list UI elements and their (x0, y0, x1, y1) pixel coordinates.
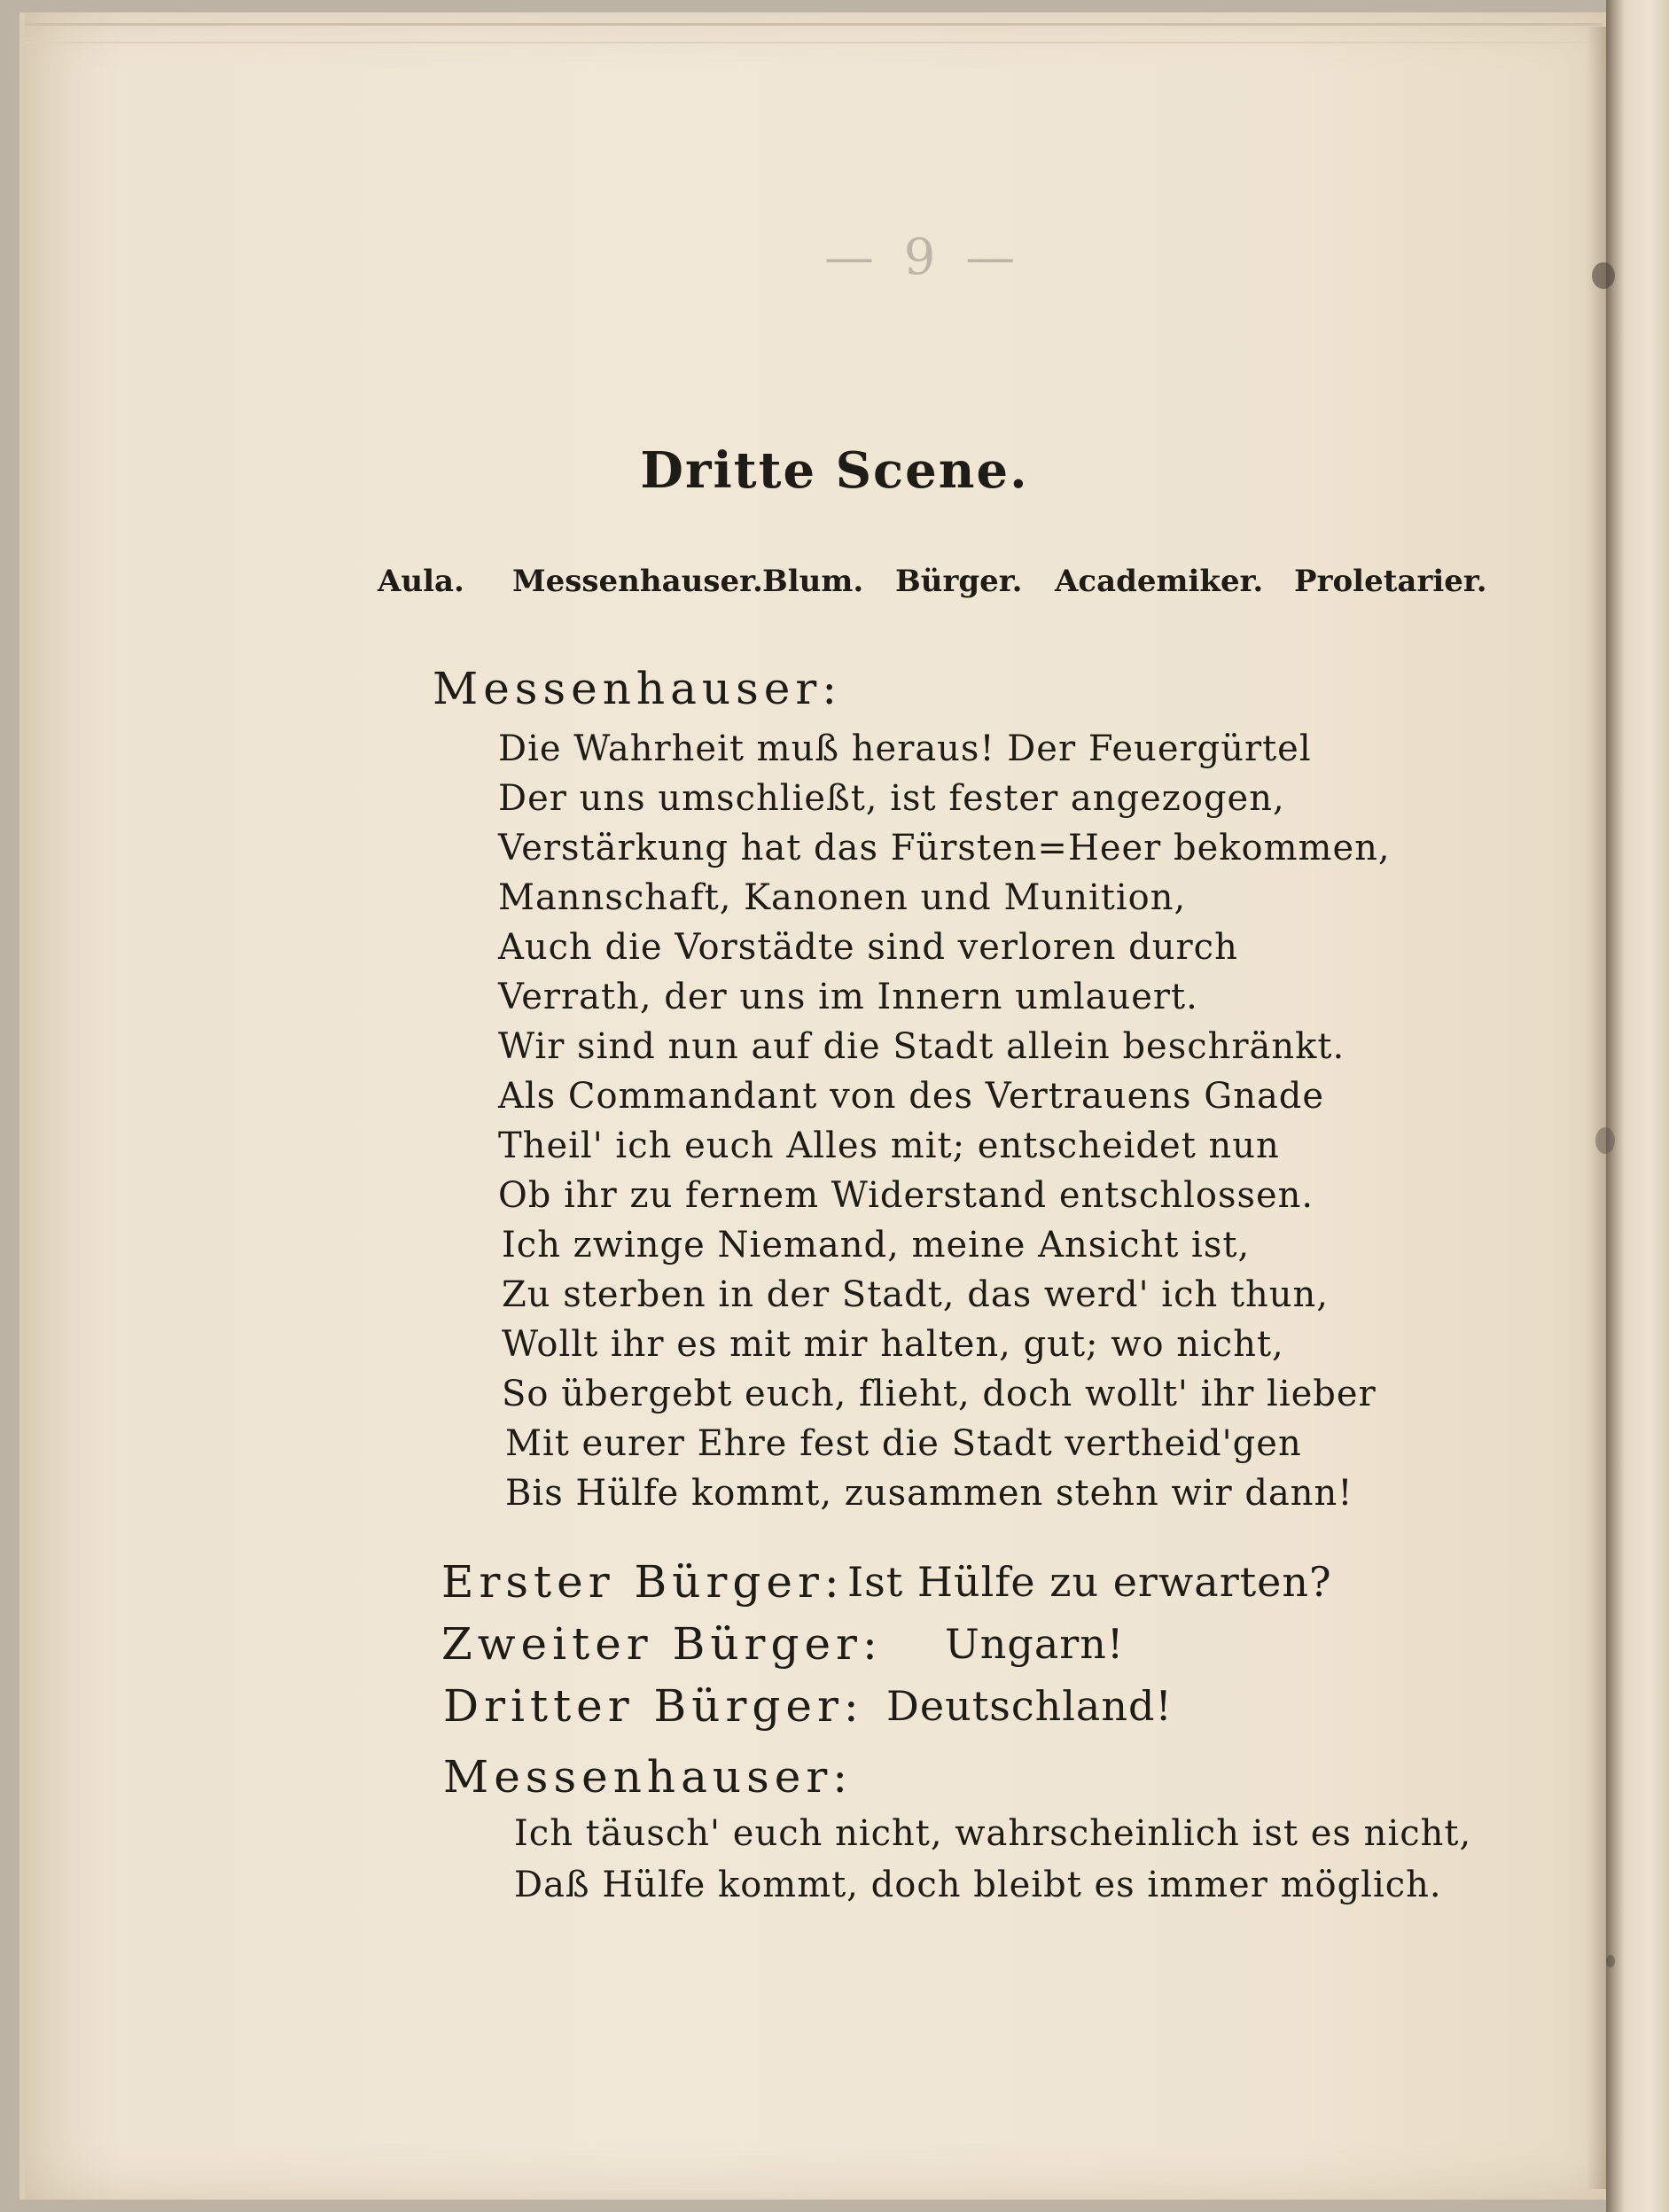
ink-stain (1592, 262, 1615, 289)
verse-line: Als Commandant von des Vertrauens Gnade (498, 1076, 1325, 1117)
verse-line: So übergebt euch, flieht, doch wollt' ihr lieber (502, 1374, 1377, 1414)
verse-line: Verrath, der uns im Innern umlauert. (498, 977, 1198, 1017)
dialog-text: Ungarn! (945, 1620, 1125, 1668)
cast-item: Bürger. (895, 564, 1023, 599)
cast-item: Messenhauser. (512, 564, 763, 599)
verse-line: Auch die Vorstädte sind verloren durch (498, 927, 1238, 968)
cast-item: Academiker. (1055, 564, 1264, 599)
verse-line: Daß Hülfe kommt, doch bleibt es immer möglich. (514, 1865, 1442, 1905)
cast-item: Proletarier. (1294, 564, 1487, 599)
speaker-name: Dritter Bürger: (443, 1680, 864, 1732)
verse-line: Theil' ich euch Alles mit; entscheidet nun (498, 1125, 1280, 1166)
adjacent-page-edge (1606, 0, 1669, 2212)
cast-item: Blum. (762, 564, 864, 599)
verse-line: Mit eurer Ehre fest die Stadt vertheid'gen (505, 1423, 1302, 1464)
verse-line: Verstärkung hat das Fürsten=Heer bekommen, (498, 828, 1391, 868)
page-number: — 9 — (824, 229, 1023, 286)
speaker-name: Messenhauser: (433, 663, 843, 714)
page-top-edge (25, 23, 1603, 43)
verse-line: Ob ihr zu fernem Widerstand entschlossen. (498, 1175, 1314, 1216)
speaker-name: Erster Bürger: (441, 1556, 845, 1608)
verse-line: Der uns umschließt, ist fester angezogen, (498, 778, 1285, 819)
verse-line: Zu sterben in der Stadt, das werd' ich thun, (502, 1274, 1330, 1315)
cast-item: Aula. (378, 564, 464, 599)
scene-title: Dritte Scene. (640, 441, 1029, 500)
dialog-text: Deutschland! (886, 1682, 1173, 1730)
verse-line: Mannschaft, Kanonen und Munition, (498, 877, 1187, 918)
speaker-name: Zweiter Bürger: (441, 1618, 883, 1670)
verse-line: Die Wahrheit muß heraus! Der Feuergürtel (498, 728, 1312, 769)
verse-line: Ich zwinge Niemand, meine Ansicht ist, (502, 1225, 1251, 1266)
binding-gutter (1587, 27, 1608, 2189)
verse-line: Bis Hülfe kommt, zusammen stehn wir dann! (505, 1473, 1353, 1514)
speaker-name: Messenhauser: (443, 1751, 854, 1803)
verse-line: Ich täusch' euch nicht, wahrscheinlich ist es nicht, (514, 1813, 1472, 1854)
verse-line: Wollt ihr es mit mir halten, gut; wo nicht, (502, 1324, 1284, 1365)
ink-stain (1595, 1127, 1615, 1154)
verse-line: Wir sind nun auf die Stadt allein beschränkt. (498, 1026, 1345, 1067)
dialog-text: Ist Hülfe zu erwarten? (847, 1558, 1332, 1606)
ink-stain (1606, 1955, 1615, 1967)
